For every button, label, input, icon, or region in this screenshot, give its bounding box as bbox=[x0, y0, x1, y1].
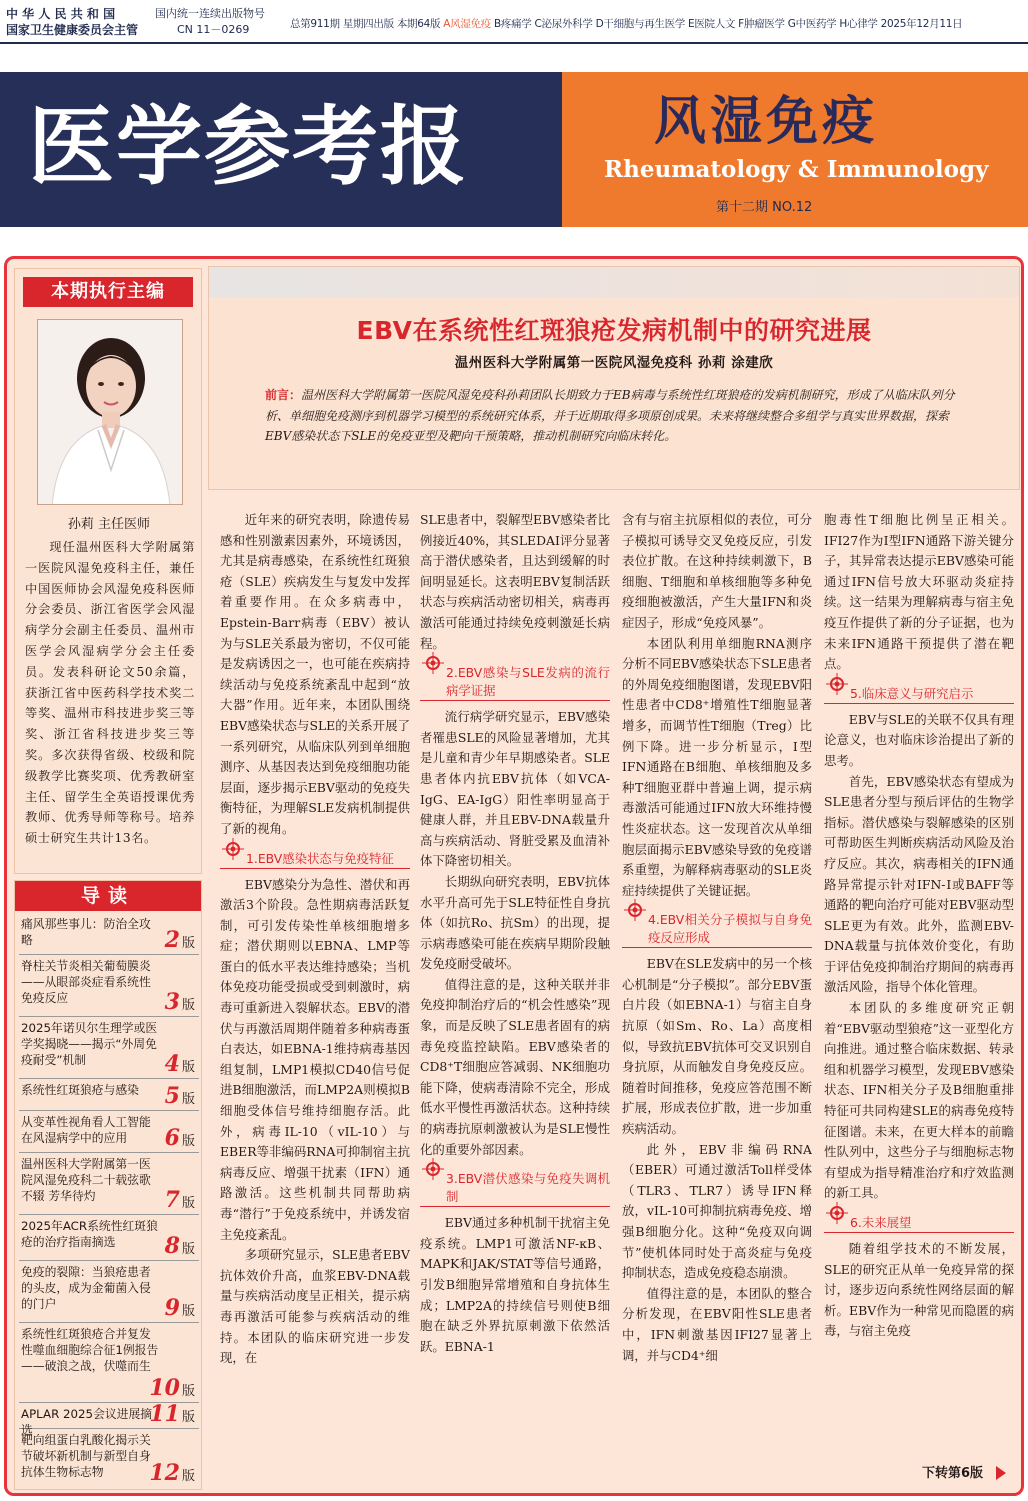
edition-list bbox=[290, 16, 962, 31]
crosshair-icon bbox=[624, 899, 646, 921]
guide-item[interactable] bbox=[19, 1155, 199, 1215]
paragraph: 多项研究显示，SLE患者EBV抗体效价升高，血浆EBV-DNA载量与疾病活动度呈正相关，提示病毒再激活可能参与疾病活动的维持。本团队的临床研究进一步发现，在 bbox=[220, 1247, 410, 1366]
paragraph: 流行病学研究显示，EBV感染者罹患SLE的风险显著增加，尤其是儿童和青少年早期感染者。SLE患者体内抗EBV抗体（如VCA-IgG、EA-IgG）阳性率明显高于健康人群，并且EBV-DNA载量升高与疾病活动、肾脏受累及血清补体下降密切相关。 bbox=[420, 709, 610, 869]
masthead-left-panel bbox=[0, 72, 562, 227]
guide-item[interactable] bbox=[19, 1019, 199, 1079]
guide-title: 导读 bbox=[15, 881, 201, 911]
editor-box bbox=[14, 268, 202, 874]
guide-item-page bbox=[149, 1401, 195, 1427]
article-column-3 bbox=[622, 510, 812, 1486]
section-heading bbox=[220, 850, 410, 869]
guide-page-suffix: 版 bbox=[181, 998, 195, 1013]
guide-page-number: 3 bbox=[164, 989, 180, 1015]
guide-item-text: 系统性红斑狼疮与感染 bbox=[21, 1083, 139, 1097]
article-header bbox=[208, 266, 1020, 490]
guide-page-suffix: 版 bbox=[181, 1196, 195, 1211]
guide-item-text: 2025年ACR系统性红斑狼疮的治疗指南摘选 bbox=[21, 1219, 158, 1249]
guide-item[interactable] bbox=[19, 1431, 199, 1487]
paragraph: 含有与宿主抗原相似的表位，可分子模拟可诱导交叉免疫反应，引发表位扩散。在这种持续刺激下，B细胞、T细胞和单核细胞等多种免疫细胞被激活，产生大量IFN和炎症因子，形成“免疫风暴”。 bbox=[622, 512, 812, 630]
guide-item[interactable] bbox=[19, 1325, 199, 1403]
guide-page-suffix: 版 bbox=[181, 1242, 195, 1257]
arrow-right-icon bbox=[996, 1466, 1006, 1480]
guide-item-text: APLAR 2025会议进展摘选 bbox=[21, 1407, 153, 1437]
article-column-1 bbox=[220, 510, 410, 1486]
paragraph: 此外，EBV非编码RNA（EBER）可通过激活Toll样受体（TLR3、TLR7）诱导IFN释放，vIL-10可抑制抗病毒免疫、增强B细胞分化。这种“免疫双向调节”使机体同时处于高炎症与免疫抑制状态，造成免疫稳态崩溃。 bbox=[622, 1141, 812, 1281]
crosshair-icon bbox=[422, 1158, 444, 1180]
paragraph: EBV在SLE发病中的另一个核心机制是“分子模拟”。部分EBV蛋白片段（如EBNA-1）与宿主自身抗原（如Sm、Ro、La）高度相似，导致抗EBV抗体可交叉识别自身抗原，从而触发自身免疫反应。随着时间推移，免疫应答范围不断扩展，形成表位扩散，进一步加重疾病活动。 bbox=[622, 956, 812, 1137]
guide-page-number: 4 bbox=[164, 1051, 180, 1077]
continued-on-page[interactable]: 下转第6版 bbox=[922, 1466, 984, 1481]
guide-page-number: 5 bbox=[164, 1083, 180, 1109]
guide-item[interactable] bbox=[19, 1081, 199, 1111]
guide-item-page bbox=[165, 1083, 195, 1109]
guide-item-text: 靶向组蛋白乳酸化揭示关节破坏新机制与新型自身抗体生物标志物 bbox=[21, 1433, 151, 1479]
guide-page-number: 7 bbox=[164, 1187, 180, 1213]
editor-portrait bbox=[37, 319, 183, 505]
guide-page-suffix: 版 bbox=[181, 1134, 195, 1149]
section-heading-text: 1.EBV感染状态与免疫特征 bbox=[246, 850, 394, 866]
paragraph: EBV感染分为急性、潜伏和再激活3个阶段。急性期病毒活跃复制，可引发传染性单核细胞增多症；潜伏期则以EBNA、LMP等蛋白的低水平表达维持感染；当机体免疫功能受损或受到刺激时，病毒可重新进入裂解状态。EBV的潜伏与再激活周期伴随着多种病毒蛋白表达，如EBNA-1维持病毒基因组复制，LMP1模拟CD40信号促进B细胞激活，而LMP2A则模拟B细胞受体信号维持细胞存活。此外，病毒IL-10（vIL-10）与EBER等非编码RNA可抑制宿主抗病毒反应、增强干扰素（IFN）通路激活。这些机制共同帮助病毒“潜行”于免疫系统中，并诱发宿主免疫紊乱。 bbox=[220, 876, 410, 1242]
crosshair-icon bbox=[222, 838, 244, 860]
section-heading bbox=[420, 1170, 610, 1207]
guide-page-number: 8 bbox=[164, 1233, 180, 1259]
publisher-line-2: 国家卫生健康委员会主管 bbox=[6, 23, 139, 37]
section-heading bbox=[824, 685, 1014, 704]
crosshair-icon bbox=[422, 652, 444, 674]
paragraph: 本团队的多维度研究正朝着“EBV驱动型狼疮”这一亚型化方向推进。通过整合临床数据、转录组和机器学习模型，发现EBV感染状态、IFN相关分子及B细胞重排特征可共同构建SLE的病毒免疫特征图谱。未来，在更大样本的前瞻性队列中，这些分子与细胞标志物有望成为指导精准治疗和疗效监测的新工具。 bbox=[824, 1000, 1014, 1201]
section-title-english: Rheumatology & Immunology bbox=[604, 156, 989, 183]
guide-item-page bbox=[165, 1051, 195, 1077]
paragraph: SLE患者中，裂解型EBV感染者比例接近40%，其SLEDAI评分显著高于潜伏感染者，且达到缓解的时间明显延长。这表明EBV复制活跃状态与疾病活动密切相关，病毒再激活可能通过持续免疫刺激延长病程。 bbox=[420, 512, 610, 651]
masthead-right-panel bbox=[562, 72, 1028, 227]
other-editions: B疼痛学 C泌尿外科学 D干细胞与再生医学 E医院人文 F肿瘤医学 G中医药学 H心律学 2025年12月11日 bbox=[493, 18, 963, 30]
guide-page-suffix: 版 bbox=[181, 1304, 195, 1319]
guide-item[interactable] bbox=[19, 915, 199, 955]
section-heading-text: 3.EBV潜伏感染与免疫失调机制 bbox=[446, 1171, 610, 1205]
top-strip bbox=[0, 0, 1028, 44]
guide-item-text: 免疫的裂隙：当狼疮患者的头皮，成为金葡菌入侵的门户 bbox=[21, 1265, 151, 1311]
guide-item-text: 痛风那些事儿：防治全攻略 bbox=[21, 917, 151, 947]
guide-item[interactable] bbox=[19, 1401, 199, 1437]
guide-page-number: 9 bbox=[164, 1295, 180, 1321]
section-heading bbox=[420, 664, 610, 701]
guide-item-page bbox=[149, 1375, 195, 1401]
paragraph: 随着组学技术的不断发展，SLE的研究正从单一免疫异常的探讨，逐步迈向系统性网络层面的解析。EBV作为一种常见而隐匿的病毒，与宿主免疫 bbox=[824, 1241, 1014, 1339]
section-heading-text: 4.EBV相关分子模拟与自身免疫反应形成 bbox=[648, 912, 812, 946]
guide-item[interactable] bbox=[19, 1217, 199, 1261]
newspaper-title: 医学参考报 bbox=[28, 96, 468, 197]
guide-item[interactable] bbox=[19, 1263, 199, 1323]
publisher-info bbox=[6, 6, 138, 38]
issue-number: 第十二期 NO.12 bbox=[716, 200, 813, 215]
editor-tag: 本期执行主编 bbox=[23, 277, 193, 307]
paragraph: EBV通过多种机制干扰宿主免疫系统。LMP1可激活NF-κB、MAPK和JAK/STAT等信号通路，引发B细胞异常增殖和自身抗体生成；LMP2A的持续信号则使B细胞在缺乏外界抗原刺激下依然活跃。EBNA-1 bbox=[420, 1215, 610, 1354]
guide-item-text: 温州医科大学附属第一医院风湿免疫科二十载弦歌不辍 芳华待灼 bbox=[21, 1157, 151, 1203]
paragraph: 胞毒性T细胞比例呈正相关。IFI27作为Ⅰ型IFN通路下游关键分子，其异常表达提示EBV感染可能通过IFN信号放大环驱动炎症持续。这一结果为理解病毒与宿主免疫互作提供了新的分子证据，也为未来IFN通路干预提供了潜在靶点。 bbox=[824, 512, 1014, 672]
guide-item-page bbox=[165, 1233, 195, 1259]
serial-line-1: 国内统一连续出版物号 bbox=[155, 7, 265, 20]
guide-item-text: 系统性红斑狼疮合并复发性噬血细胞综合征1例报告——破浪之战，伏噬而生 bbox=[21, 1327, 159, 1373]
guide-item-text: 从变革性视角看人工智能在风湿病学中的应用 bbox=[21, 1115, 151, 1145]
guide-page-number: 2 bbox=[164, 927, 180, 953]
guide-item-text: 脊柱关节炎相关葡萄膜炎——从眼部炎症看系统性免疫反应 bbox=[21, 959, 151, 1005]
header-band bbox=[209, 267, 1019, 297]
current-edition: A风湿免疫 bbox=[443, 18, 491, 30]
section-heading-text: 6.未来展望 bbox=[850, 1215, 912, 1230]
guide-item-page bbox=[165, 1295, 195, 1321]
guide-item-page bbox=[149, 1460, 195, 1486]
article-byline: 温州医科大学附属第一医院风湿免疫科 孙莉 涂建欣 bbox=[454, 355, 774, 371]
paragraph: 首先，EBV感染状态有望成为SLE患者分型与预后评估的生物学指标。潜伏感染与裂解感染的区别可帮助医生判断疾病活动风险及治疗反应。其次，病毒相关的IFN通路异常提示针对IFN-Ⅰ或BAFF等通路的靶向治疗可能对EBV驱动型SLE更为有效。此外，监测EBV-DNA载量与抗体效价变化，有助于评估免疫抑制治疗期间的病毒再激活风险，指导个体化管理。 bbox=[824, 773, 1014, 995]
guide-item[interactable] bbox=[19, 957, 199, 1017]
guide-page-suffix: 版 bbox=[181, 1410, 195, 1425]
section-heading bbox=[824, 1214, 1014, 1233]
guide-item-page bbox=[165, 1125, 195, 1151]
guide-item-page bbox=[165, 927, 195, 953]
paragraph: EBV与SLE的关联不仅具有理论意义，也对临床诊治提出了新的思考。 bbox=[824, 711, 1014, 768]
paragraph: 值得注意的是，这种关联并非免疫抑制治疗后的“机会性感染”现象，而是反映了SLE患者固有的病毒免疫监控缺陷。EBV感染者的CD8⁺T细胞应答减弱、NK细胞功能下降，使病毒清除不完全，形成低水平慢性再激活状态。这种持续的病毒抗原刺激被认为是SLE慢性化的重要外部因素。 bbox=[420, 976, 610, 1157]
masthead bbox=[0, 72, 1028, 227]
article-lead bbox=[265, 385, 955, 447]
section-heading-text: 5.临床意义与研究启示 bbox=[850, 685, 974, 701]
serial-line-2: CN 11－0269 bbox=[177, 23, 250, 36]
paragraph: 近年来的研究表明，除遗传易感和性别激素因素外，环境诱因，尤其是病毒感染，在系统性红斑狼疮（SLE）疾病发生与复发中发挥着重要作用。在众多病毒中，Epstein-Barr病毒（EBV）被认为与SLE关系最为密切，不仅可能是发病诱因之一，也可能在疾病持续活动与免疫系统紊乱中起到“放大器”作用。近年来，本团队围绕EBV感染状态与SLE的关系开展了一系列研究，从临床队列到单细胞测序、从基因表达到免疫细胞功能层面，逐步揭示EBV驱动的免疫失衡特征，为理解SLE发病机制提供了新的视角。 bbox=[220, 512, 410, 836]
guide-page-suffix: 版 bbox=[181, 1384, 195, 1399]
lead-label: 前言： bbox=[265, 388, 302, 402]
article-column-2 bbox=[420, 510, 610, 1486]
publisher-line-1: 中 华 人 民 共 和 国 bbox=[6, 7, 116, 21]
section-heading bbox=[622, 911, 812, 948]
section-title: 风湿免疫 bbox=[654, 91, 879, 152]
paragraph: 长期纵向研究表明，EBV抗体水平升高可先于SLE特征性自身抗体（如抗Ro、抗Sm）的出现，提示病毒感染可能在疾病早期阶段触发免疫耐受破坏。 bbox=[420, 873, 610, 972]
paragraph: 值得注意的是，本团队的整合分析发现，在EBV阳性SLE患者中，IFN刺激基因IFI27显著上调，并与CD4⁺细 bbox=[622, 1285, 812, 1363]
guide-page-suffix: 版 bbox=[181, 1092, 195, 1107]
paragraph: 本团队利用单细胞RNA测序分析不同EBV感染状态下SLE患者的外周免疫细胞图谱，发现EBV阳性患者中CD8⁺增殖性T细胞显著增多，而调节性T细胞（Treg）比例下降。进一步分析显示，Ⅰ型IFN通路在B细胞、单核细胞及多种T细胞亚群中普遍上调，提示病毒激活可能通过IFN放大环维持慢性炎症状态。这一发现首次从单细胞层面揭示EBV感染导致的免疫谱系重塑，为解释病毒驱动的SLE炎症持续提供了关键证据。 bbox=[622, 635, 812, 898]
guide-item-text: 2025年诺贝尔生理学或医学奖揭晓——揭示“外周免疫耐受”机制 bbox=[21, 1021, 158, 1067]
issue-info: 总第911期 星期四出版 本期64版 bbox=[290, 18, 441, 30]
lead-text: 温州医科大学附属第一医院风湿免疫科孙莉团队长期致力于EB病毒与系统性红斑狼疮的发病机制研究，形成了从临床队列分析、单细胞免疫测序到机器学习模型的系统研究体系，并于近期取得多项原创成果。未来将继续整合多组学与真实世界数据，探索EBV感染状态下SLE的免疫亚型及靶向干预策略，推动机制研究向临床转化。 bbox=[265, 388, 955, 443]
guide-page-number: 6 bbox=[164, 1125, 180, 1151]
article-column-4 bbox=[824, 510, 1014, 1462]
guide-item-page bbox=[165, 1187, 195, 1213]
crosshair-icon bbox=[826, 1202, 848, 1224]
guide-page-suffix: 版 bbox=[181, 1469, 195, 1484]
guide-page-suffix: 版 bbox=[181, 936, 195, 951]
guide-box bbox=[14, 880, 202, 1490]
serial-number bbox=[155, 6, 265, 38]
section-heading-text: 2.EBV感染与SLE发病的流行病学证据 bbox=[446, 665, 610, 699]
editor-name: 孙莉 主任医师 bbox=[67, 517, 151, 532]
guide-page-suffix: 版 bbox=[181, 1060, 195, 1075]
guide-item[interactable] bbox=[19, 1113, 199, 1153]
guide-page-number: 11 bbox=[149, 1401, 180, 1427]
guide-page-number: 12 bbox=[149, 1460, 180, 1486]
guide-page-number: 10 bbox=[149, 1375, 180, 1401]
portrait-illustration bbox=[38, 320, 183, 505]
editor-bio: 现任温州医科大学附属第一医院风湿免疫科主任，兼任中国医师协会风湿免疫科医师分会委员、浙江省医学会风湿病学分会副主任委员、温州市医学会风湿病学分会主任委员。发表科研论文50余篇，获浙江省中医药科学技术奖二等奖、温州市科技进步奖三等奖、浙江省科技进步奖三等奖。多次获得省级、校级和院级教学比赛奖项、优秀教研室主任、留学生全英语授课优秀教师、优秀导师等称号。培养硕士研究生共计13名。 bbox=[25, 540, 195, 846]
guide-item-page bbox=[165, 989, 195, 1015]
crosshair-icon bbox=[826, 673, 848, 695]
article-title: EBV在系统性红斑狼疮发病机制中的研究进展 bbox=[356, 316, 872, 345]
